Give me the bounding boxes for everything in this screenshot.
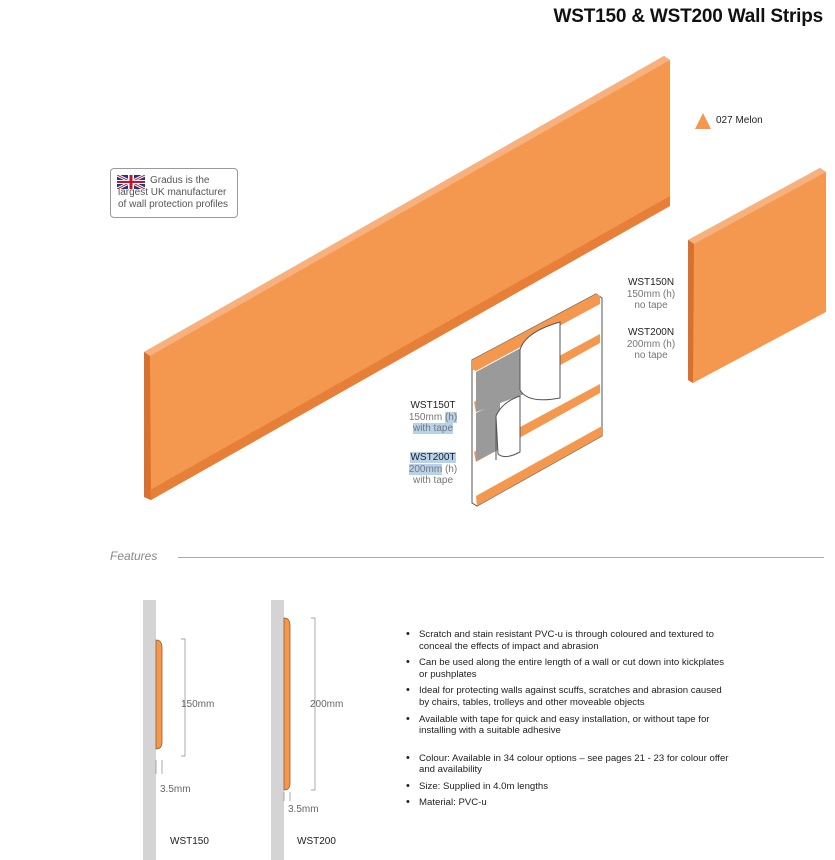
info-line: Gradus is the: [150, 175, 210, 186]
product-code: WST200T: [410, 452, 456, 463]
callout-wst200t: [402, 452, 464, 487]
page-title: WST150 & WST200 Wall Strips: [553, 6, 823, 27]
spec-bullet: • Material: PVC-u: [404, 797, 734, 809]
wall-section: [271, 600, 284, 860]
thickness-label-wst200: 3.5mm: [288, 804, 319, 815]
short-wall-strip: [688, 168, 826, 383]
size-text-highlight: 200mm: [408, 463, 443, 475]
features-list: [404, 629, 734, 813]
product-size: [402, 464, 464, 476]
thickness-label-wst150: 3.5mm: [160, 784, 191, 795]
spec-bullet: • Colour: Available in 34 colour options – see pages 21 - 23 for colour offer and availability: [404, 753, 734, 776]
height-label-wst200: 200mm: [310, 699, 344, 710]
strip-profile-wst150: [156, 640, 162, 749]
product-note: with tape: [412, 475, 454, 486]
profile-drawings: [130, 598, 370, 860]
product-note: no tape: [634, 350, 668, 361]
feature-bullet: • Ideal for protecting walls against scuffs, scratches and abrasion caused by chairs, tables, trolleys and other moveable objects: [404, 685, 734, 708]
info-box: [110, 168, 238, 218]
spec-bullet: • Size: Supplied in 4.0m lengths: [404, 781, 734, 793]
feature-bullet: • Scratch and stain resistant PVC-u is through coloured and textured to conceal the effects of impact and abrasion: [404, 629, 734, 652]
size-text: 150mm: [408, 411, 445, 423]
thickness-dimension-line: [284, 792, 290, 801]
profile-name-wst150: WST150: [170, 836, 209, 847]
callout-wst150n: [620, 277, 682, 312]
profile-name-wst200: WST200: [297, 836, 336, 847]
height-dimension-line: [181, 639, 185, 756]
info-line: of wall protection profiles: [118, 199, 229, 210]
product-code: WST150T: [410, 400, 456, 411]
callout-wst200n: [620, 327, 682, 362]
product-note: with tape: [412, 423, 454, 434]
features-heading: Features: [110, 549, 158, 563]
strip-profile-wst200: [284, 618, 290, 790]
size-unit: (h): [442, 463, 458, 475]
thickness-dimension-line: [156, 760, 162, 774]
product-size: 200mm (h): [626, 338, 676, 350]
wall-section: [143, 600, 156, 860]
triangle-icon: [695, 113, 711, 129]
features-divider: [178, 557, 824, 558]
product-note: no tape: [634, 300, 668, 311]
size-unit-highlight: (h): [444, 411, 458, 423]
colour-swatch-label: 027 Melon: [716, 115, 763, 126]
info-text: [118, 175, 236, 211]
feature-bullet: • Can be used along the entire length of a wall or cut down into kickplates or pushplates: [404, 657, 734, 680]
info-line: largest UK manufacturer: [118, 187, 227, 198]
product-code: WST200N: [627, 327, 675, 338]
feature-bullet: • Available with tape for quick and easy installation, or without tape for installing with a suitable adhesive: [404, 714, 734, 737]
height-label-wst150: 150mm: [181, 699, 215, 710]
product-size: 150mm (h): [626, 288, 676, 300]
taped-strip-panel: [472, 294, 602, 506]
product-code: WST150N: [627, 277, 675, 288]
callout-wst150t: [402, 400, 464, 435]
product-size: [402, 412, 464, 424]
